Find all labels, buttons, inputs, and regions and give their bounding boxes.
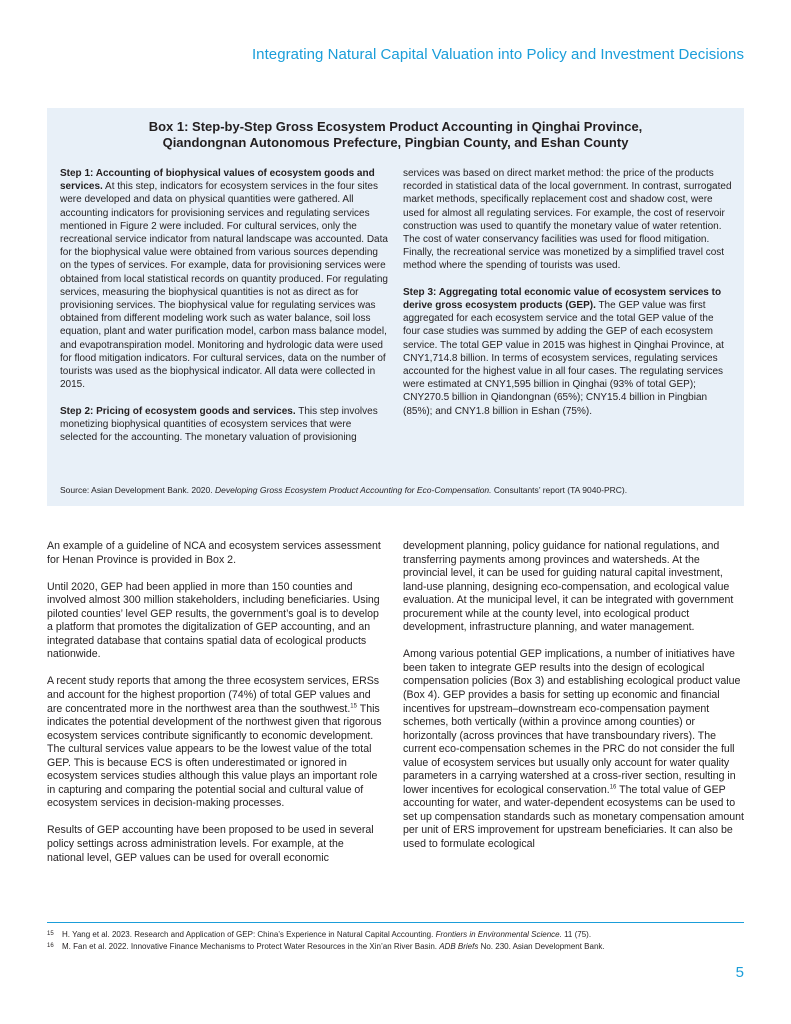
box-title: Box 1: Step-by-Step Gross Ecosystem Product Accounting in Qinghai Province, Qiandongnan Autonomous Prefecture, Pingbian County, and Eshan County	[148, 119, 643, 150]
footnote-number: 16	[47, 943, 54, 949]
footnote-ref[interactable]: 15	[350, 703, 357, 710]
box-source: Source: Asian Development Bank. 2020. Developing Gross Ecosystem Product Accounting for Eco-Compensation. Consultants’ report (TA 9040-PRC).	[60, 485, 628, 495]
body-column-left	[47, 540, 383, 879]
paragraph: Until 2020, GEP had been applied in more than 150 counties and involved almost 300 million stakeholders, including beneficiaries. Using piloted counties’ level GEP results, the government’s goal is to develop a platform that promotes the digitalization of GEP accounting, and an integrated database that contains spatial data of ecological products nationwide.	[47, 580, 380, 661]
paragraph: development planning, policy guidance for national regulations, and transferring payments among provinces and watersheds. At the provincial level, it can be used for guiding natural capital investment, land-use planning, designing eco-compensation, and ecological value evaluation. At the municipal level, it can be integrated with government procurement while at the county level, into ecological product development, infrastructure planning, and water management.	[403, 540, 734, 634]
paragraph: A recent study reports that among the three ecosystem services, ERSs and account for the highest proportion (74%) of total GEP values and are concentrated more in the northwest area than the southwest.$^{15}$ This indicates the potential development of the northwest given that rigorous ecosystem services contribute significantly to economic development. The cultural services value appears to be the lowest value of the total GEP. This is because ECS is often underestimated or ignored in ecosystem services studies although this value plays an important role in capturing and comparing the potential social and cultural value of ecosystem services in decision-making processes.	[47, 675, 382, 810]
footnote	[47, 929, 744, 941]
footnote-divider	[47, 922, 744, 923]
step-2-continued: services was based on direct market method: the price of the products recorded in statistical data of the local government. In contrast, surrogated market methods, specifically replacement cost and shadow cost, were used for almost all regulating services. For example, the cost of reservoir construction was used to quantify the monetary value of water retention. The cost of water conservancy facilities was used for flood mitigation. Finally, the recreational service was monetized by a simplified travel cost method where the spending of tourists was used.	[403, 168, 732, 272]
page-number: 5	[735, 964, 744, 981]
box-column-left	[60, 167, 388, 457]
paragraph: Results of GEP accounting have been proposed to be used in several policy settings across administration levels. For example, at the national level, GEP values can be used for overall economic	[47, 824, 374, 864]
box-column-right	[403, 167, 733, 431]
step-1-paragraph: Step 1: Accounting of biophysical values of ecosystem goods and services. At this step, indicators for ecosystem services in the four sites were developed and data on physical quantities were gathered. All accounting indicators for provisioning services and regulating services mentioned in Figure 2 were included. For cultural services, only the recreational service indicator from natural landscape was accounted. Data for the biophysical value were obtained from various sources depending on the types of services. For example, data for provisioning services were obtained from local statistical records on quantity produced. For regulating services, measuring the biophysical quantities is not as direct as for provisioning services. The biophysical value for regulating services was obtained from different modeling work such as water balance, soil loss equation, plant and water purification model, carbon mass balance model, and evapotranspiration model. Monitoring and hydrologic data were used for flood mitigation indicators. For cultural services, data on the number of tourists was used as the biophysical indicator. All data were collected in 2015.	[60, 168, 388, 391]
footnote	[47, 941, 744, 953]
footnote-ref[interactable]: 16	[609, 784, 617, 791]
running-header: Integrating Natural Capital Valuation into Policy and Investment Decisions	[251, 46, 744, 63]
paragraph: An example of a guideline of NCA and ecosystem services assessment for Henan Province is provided in Box 2.	[47, 540, 381, 566]
footnote-number: 15	[47, 931, 54, 937]
footnote-text: M. Fan et al. 2022. Innovative Finance Mechanisms to Protect Water Resources in the Xin’an River Basin. ADB Briefs No. 230. Asian Development Bank.	[62, 942, 605, 951]
paragraph: Among various potential GEP implications, a number of initiatives have been taken to integrate GEP results into the design of ecological compensation policies (Box 3) and establishing ecological product value (Box 4). GEP provides a basis for setting up economic and financial incentives for upstream–downstream eco-compensation payment schemes, both vertically (within a province among counties) or horizontally (across provinces that have transboundary rivers). The current eco-compensation schemes in the PRC do not consider the full value of ecosystem services but usually only account for water quality parameters in a carrying watershed at a cross-river section, resulting in lower incentives for ecological conservation.$^{16}$ The total value of GEP accounting for water, and water-dependent ecosystems can be used to set up compensation standards such as monetary compensation amount per unit of ERS improvement for upstream beneficiaries. It can also be used to formulate ecological	[403, 648, 744, 851]
step-3-paragraph: Step 3: Aggregating total economic value of ecosystem services to derive gross ecosystem products (GEP). The GEP value was first aggregated for each ecosystem service and the total GEP value of the four case studies was summed by adding the GEP of each ecosystem service. The total GEP value in 2015 was highest in Qinghai Province, at CNY1,714.8 billion. In terms of ecosystem services, regulating services accounted for the highest value in all four cases. The regulating services were estimated at CNY1,595 billion in Qinghai (93% of total GEP); CNY270.5 billion in Qiandongnan (65%); CNY15.4 billion in Pingbian (85%); and CNY1.8 billion in Eshan (75%).	[403, 286, 724, 417]
box-1	[47, 108, 744, 506]
footnotes	[47, 929, 744, 953]
footnote-text: H. Yang et al. 2023. Research and Application of GEP: China’s Experience in Natural Capital Accounting. Frontiers in Environmental Science. 11 (75).	[62, 930, 592, 939]
body-column-right	[403, 540, 745, 865]
step-2-paragraph: Step 2: Pricing of ecosystem goods and services. This step involves monetizing biophysical quantities of ecosystem services that were selected for the accounting. The monetary valuation of provisioning	[60, 405, 378, 444]
